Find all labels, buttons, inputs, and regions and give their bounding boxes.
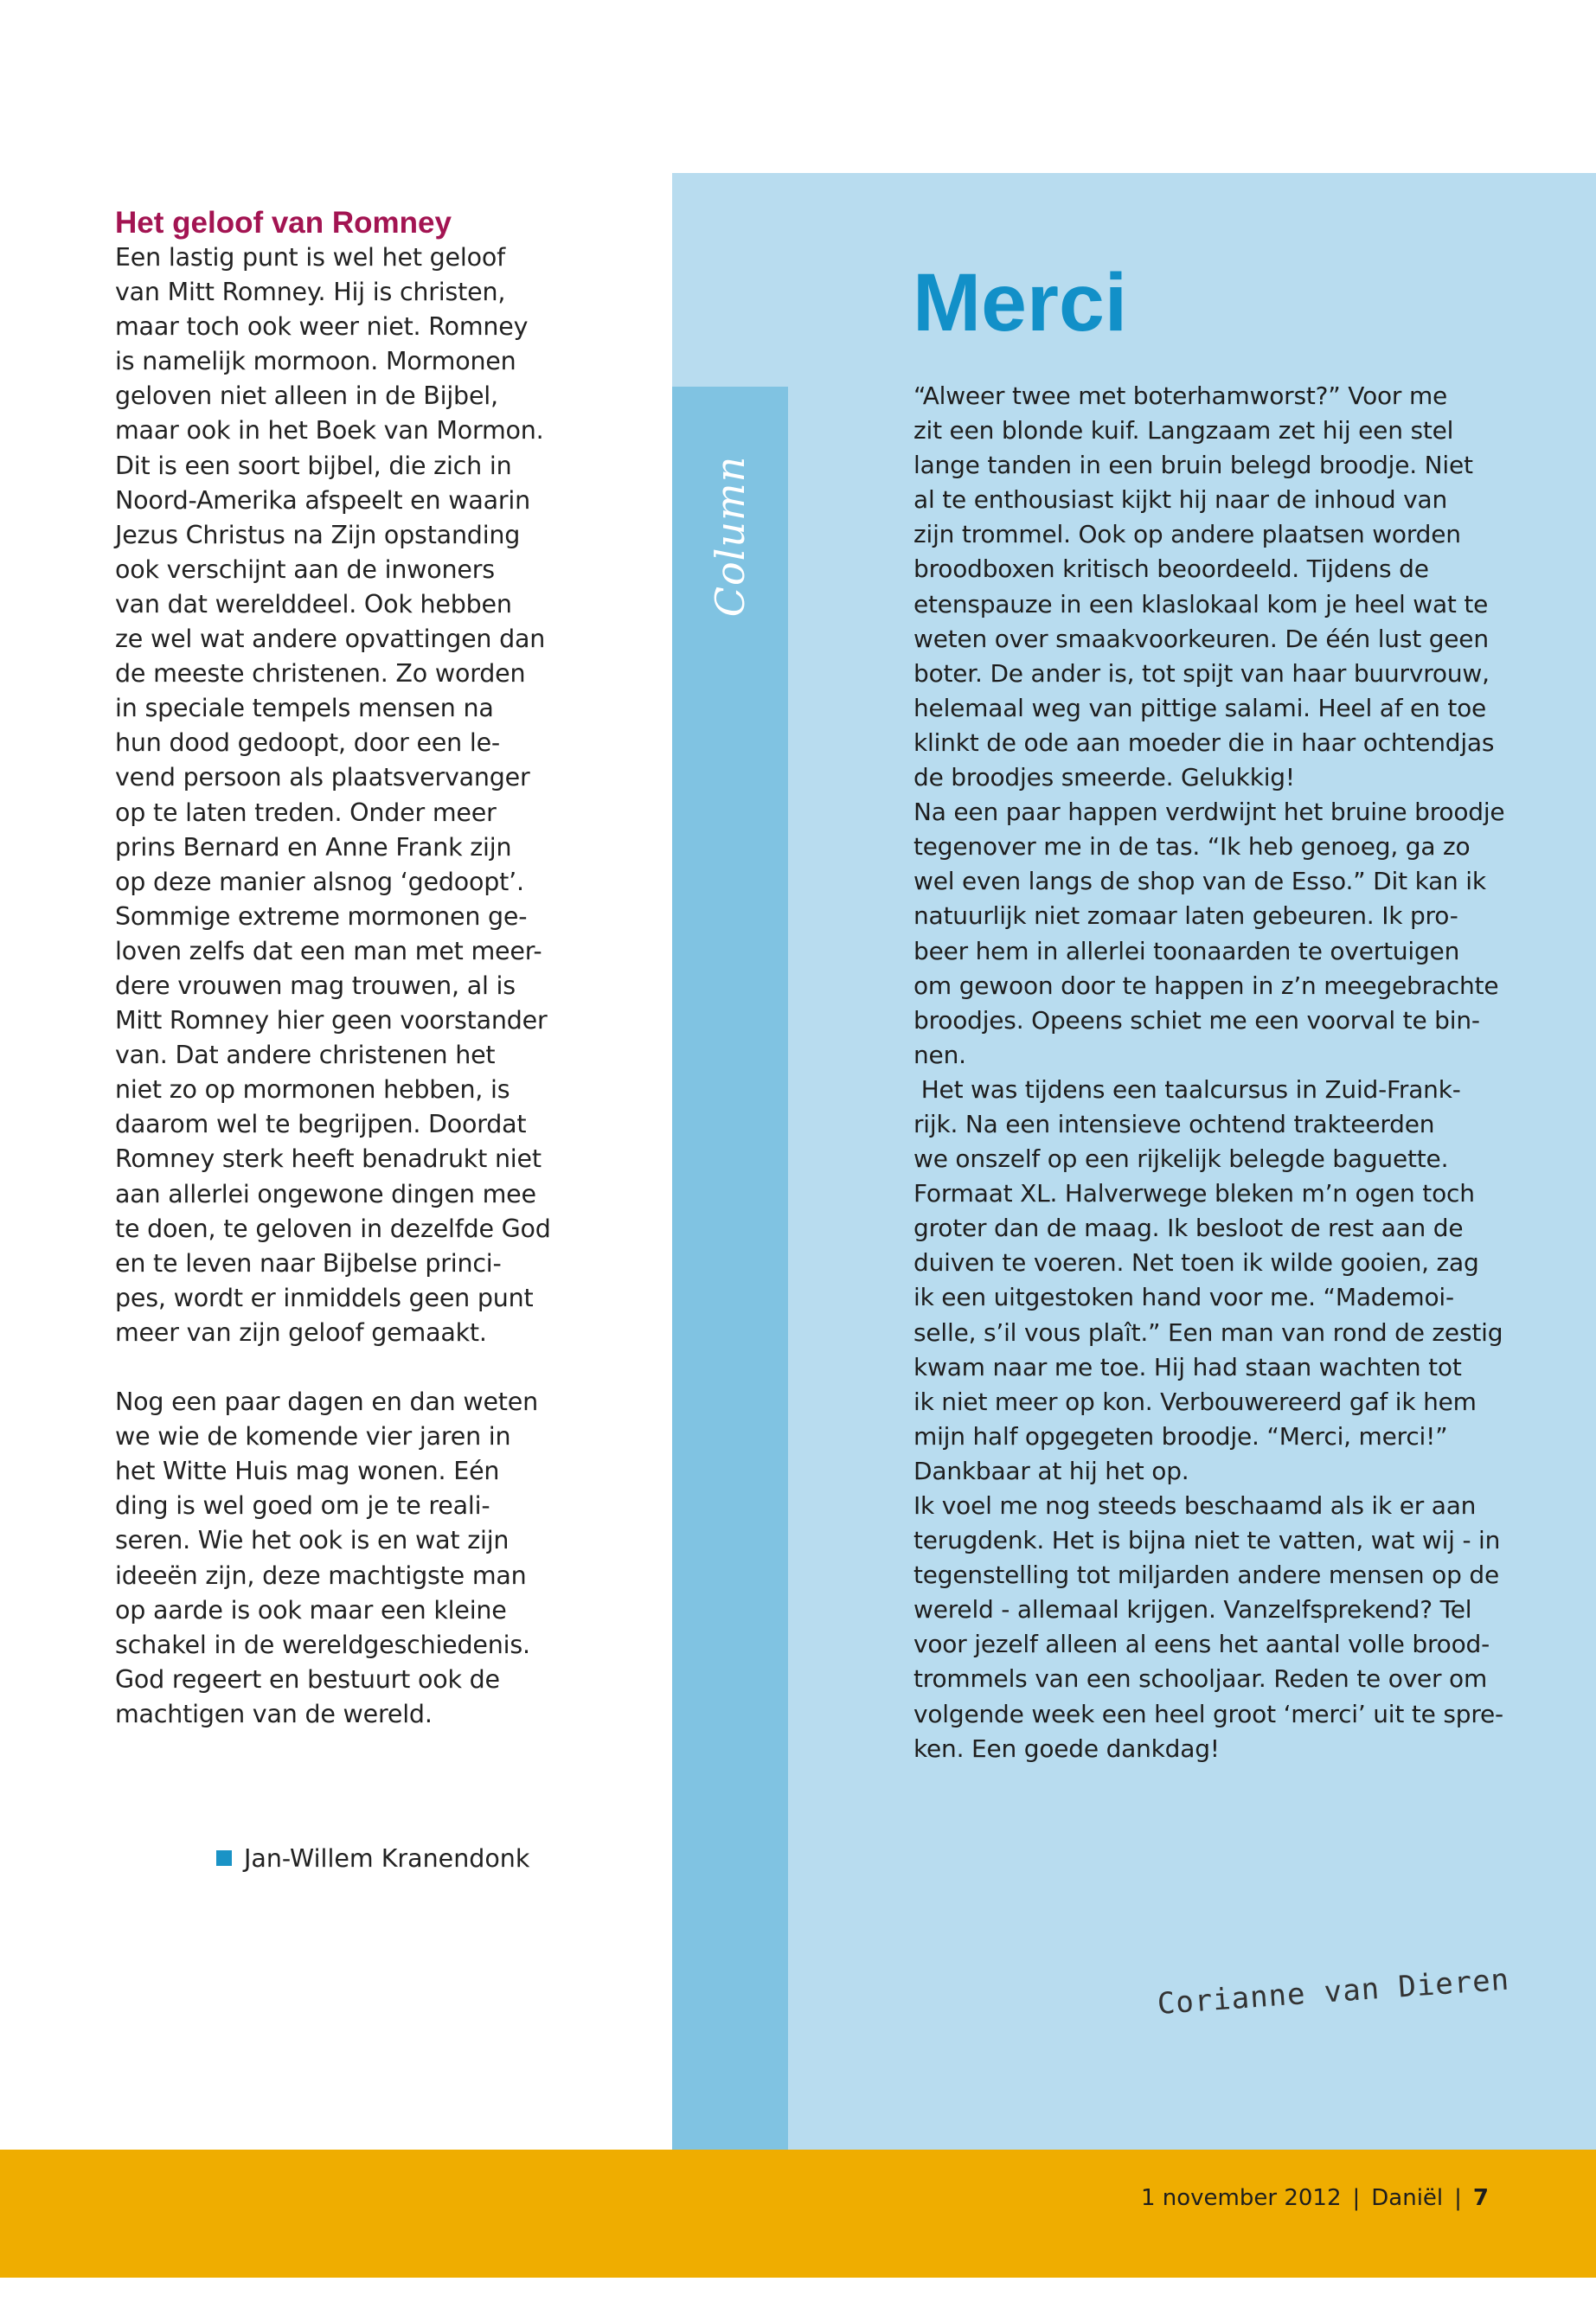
text-line: al te enthousiast kijkt hij naar de inhoud van: [913, 485, 1448, 515]
paragraph-gap: [115, 1350, 565, 1385]
text-line: aan allerlei ongewone dingen mee: [115, 1179, 536, 1208]
text-line: Na een paar happen verdwijnt het bruine broodje: [913, 798, 1505, 827]
text-line: kwam naar me toe. Hij had staan wachten tot: [913, 1352, 1462, 1381]
text-line: tegenover me in de tas. “Ik heb genoeg, ga zo: [913, 832, 1471, 862]
text-line: van. Dat andere christenen het: [115, 1041, 496, 1070]
text-line: mijn half opgegeten broodje. “Merci, merci!”: [913, 1421, 1448, 1451]
text-line: machtigen van de wereld.: [115, 1699, 433, 1728]
text-line: ik een uitgestoken hand voor me. “Mademoi-: [913, 1283, 1454, 1312]
text-line: het Witte Huis mag wonen. Eén: [115, 1457, 500, 1486]
article-paragraph-2: [115, 1385, 565, 1732]
text-line: en te leven naar Bijbelse princi-: [115, 1248, 502, 1278]
text-line: de meeste christenen. Zo worden: [115, 659, 526, 689]
text-line: Het was tijdens een taalcursus in Zuid-Frank-: [913, 1074, 1461, 1104]
text-line: prins Bernard en Anne Frank zijn: [115, 832, 512, 862]
text-line: weten over smaakvoorkeuren. De één lust geen: [913, 624, 1489, 653]
text-line: beer hem in allerlei toonaarden te overtuigen: [913, 936, 1460, 965]
text-line: de broodjes smeerde. Gelukkig!: [913, 763, 1295, 792]
left-article: [115, 206, 565, 1732]
footer-separator: |: [1454, 2185, 1462, 2211]
text-line: natuurlijk niet zomaar laten gebeuren. Ik pro-: [913, 901, 1458, 931]
footer-info: [1141, 2185, 1489, 2211]
footer-separator: |: [1352, 2185, 1361, 2211]
text-line: pes, wordt er inmiddels geen punt: [115, 1283, 534, 1312]
column-label: Column: [707, 455, 753, 618]
column-side-strip: [672, 387, 788, 2150]
article-author: [216, 1842, 529, 1876]
text-line: boter. De ander is, tot spijt van haar buurvrouw,: [913, 658, 1490, 688]
text-line: selle, s’il vous plaît.” Een man van rond de zestig: [913, 1317, 1503, 1347]
text-line: schakel in de wereldgeschiedenis.: [115, 1630, 530, 1659]
text-line: te doen, te geloven in dezelfde God: [115, 1214, 551, 1243]
article-heading: Het geloof van Romney: [115, 206, 452, 240]
author-name: Jan-Willem Kranendonk: [244, 1844, 530, 1873]
text-line: zijn trommel. Ook op andere plaatsen worden: [913, 520, 1461, 549]
page-number: 7: [1472, 2185, 1489, 2211]
footer-date: 1 november 2012: [1140, 2185, 1342, 2211]
text-line: loven zelfs dat een man met meer-: [115, 936, 542, 965]
text-line: hun dood gedoopt, door een le-: [115, 728, 501, 758]
text-line: terugdenk. Het is bijna niet te vatten, wat wij - in: [913, 1526, 1501, 1555]
text-line: Nog een paar dagen en dan weten: [115, 1388, 538, 1417]
text-line: God regeert en bestuurt ook de: [115, 1664, 500, 1694]
text-line: helemaal weg van pittige salami. Heel af en toe: [913, 693, 1487, 722]
text-line: we wie de komende vier jaren in: [115, 1422, 511, 1452]
text-line: geloven niet alleen in de Bijbel,: [115, 381, 498, 411]
footer-bar: [0, 2150, 1596, 2278]
text-line: ding is wel goed om je te reali-: [115, 1491, 490, 1521]
text-line: volgende week een heel groot ‘merci’ uit te spre-: [913, 1699, 1503, 1728]
text-line: we onszelf op een rijkelijk belegde baguette.: [913, 1144, 1449, 1174]
text-line: wel even langs de shop van de Esso.” Dit kan ik: [913, 867, 1486, 896]
text-line: ik niet meer op kon. Verbouwereerd gaf ik hem: [913, 1387, 1477, 1416]
text-line: ideeën zijn, deze machtigste man: [115, 1561, 527, 1590]
text-line: maar toch ook weer niet. Romney: [115, 312, 529, 342]
text-line: om gewoon door te happen in z’n meegebrachte: [913, 971, 1499, 1000]
text-line: wereld - allemaal krijgen. Vanzelfsprekend? Tel: [913, 1595, 1472, 1625]
text-line: niet zo op mormonen hebben, is: [115, 1075, 510, 1105]
text-line: etenspauze in een klaslokaal kom je heel wat te: [913, 589, 1489, 619]
footer-publication: Daniël: [1371, 2185, 1444, 2211]
text-line: Romney sterk heeft benadrukt niet: [115, 1144, 542, 1174]
text-line: Een lastig punt is wel het geloof: [115, 243, 505, 272]
text-line: meer van zijn geloof gemaakt.: [115, 1317, 487, 1347]
text-line: vend persoon als plaatsvervanger: [115, 763, 530, 792]
text-line: “Alweer twee met boterhamworst?” Voor me: [913, 381, 1448, 410]
text-line: op te laten treden. Onder meer: [115, 798, 497, 827]
text-line: nen.: [913, 1040, 966, 1069]
text-line: Dankbaar at hij het op.: [913, 1456, 1189, 1485]
column-title: Merci: [913, 257, 1128, 349]
text-line: broodboxen kritisch beoordeeld. Tijdens de: [913, 554, 1429, 584]
column-body: [913, 379, 1519, 1766]
text-line: lange tanden in een bruin belegd broodje. Niet: [913, 451, 1473, 480]
text-line: van Mitt Romney. Hij is christen,: [115, 278, 506, 307]
text-line: zit een blonde kuif. Langzaam zet hij een stel: [913, 416, 1454, 445]
text-line: voor jezelf alleen al eens het aantal volle brood-: [913, 1630, 1490, 1659]
author-square-icon: [216, 1850, 232, 1866]
text-line: klinkt de ode aan moeder die in haar ochtendjas: [913, 727, 1495, 757]
text-line: rijk. Na een intensieve ochtend trakteerden: [913, 1109, 1435, 1138]
text-line: van dat werelddeel. Ook hebben: [115, 589, 512, 619]
text-line: groter dan de maag. Ik besloot de rest aan de: [913, 1214, 1464, 1243]
text-line: dere vrouwen mag trouwen, al is: [115, 971, 516, 1000]
text-line: tegenstelling tot miljarden andere mensen op de: [913, 1561, 1499, 1590]
text-line: trommels van een schooljaar. Reden te over om: [913, 1664, 1488, 1694]
text-line: Jezus Christus na Zijn opstanding: [115, 520, 521, 549]
text-line: daarom wel te begrijpen. Doordat: [115, 1110, 527, 1139]
text-line: Sommige extreme mormonen ge-: [115, 901, 528, 931]
text-line: op aarde is ook maar een kleine: [115, 1595, 507, 1625]
text-line: broodjes. Opeens schiet me een voorval te bin-: [913, 1005, 1480, 1035]
text-line: Dit is een soort bijbel, die zich in: [115, 451, 512, 480]
text-line: ken. Een goede dankdag!: [913, 1734, 1220, 1763]
text-line: seren. Wie het ook is en wat zijn: [115, 1526, 510, 1555]
article-paragraph-1: [115, 240, 565, 1350]
text-line: Mitt Romney hier geen voorstander: [115, 1006, 548, 1035]
text-line: Formaat XL. Halverwege bleken m’n ogen toch: [913, 1179, 1475, 1208]
text-line: in speciale tempels mensen na: [115, 694, 494, 723]
text-line: op deze manier alsnog ‘gedoopt’.: [115, 867, 524, 896]
text-line: duiven te voeren. Net toen ik wilde gooien, zag: [913, 1248, 1479, 1278]
text-line: Noord-Amerika afspeelt en waarin: [115, 485, 530, 515]
text-line: maar ook in het Boek van Mormon.: [115, 416, 544, 445]
text-line: is namelijk mormoon. Mormonen: [115, 347, 516, 376]
column-signature: Corianne van Dieren: [1156, 1962, 1511, 2022]
text-line: Ik voel me nog steeds beschaamd als ik er aan: [913, 1491, 1477, 1520]
text-line: ook verschijnt aan de inwoners: [115, 554, 495, 584]
text-line: ze wel wat andere opvattingen dan: [115, 625, 546, 654]
